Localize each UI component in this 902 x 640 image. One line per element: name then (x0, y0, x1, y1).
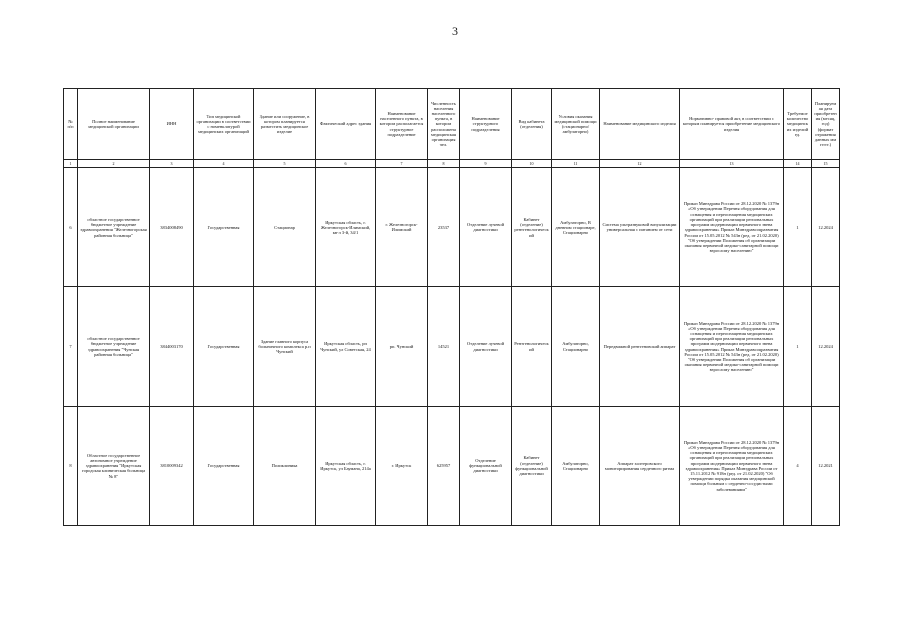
header-cell: Численность населения населенного пункта, в котором расположена медицинская организация чел. (428, 89, 460, 160)
organization-name: областное государственное бюджетное учреждение здравоохранения "Железногорская районная больница" (78, 168, 150, 287)
device-name: Система ультразвуковой визуализации универсальная с питанием от сети (600, 168, 680, 287)
settlement: г. Железногорск-Илимский (376, 168, 428, 287)
settlement: г. Иркутск (376, 406, 428, 525)
medical-equipment-table (63, 88, 840, 526)
index-cell: 2 (78, 160, 150, 168)
population: 14521 (428, 287, 460, 406)
index-cell: 1 (64, 160, 78, 168)
header-cell: Планируемая дата приобретения (месяц, год) (формат отражения данных мм ггггг.) (812, 89, 840, 160)
index-cell: 3 (150, 160, 194, 168)
purchase-date: 12.2021 (812, 406, 840, 525)
organization-type: Государственная (194, 168, 254, 287)
organization-name: областное государственное бюджетное учреждение здравоохранения "Чунская районная больница" (78, 287, 150, 406)
index-cell: 11 (552, 160, 600, 168)
row-number: 7 (64, 287, 78, 406)
header-cell: Наименование структурного подразделения (460, 89, 512, 160)
column-index-row (64, 160, 840, 168)
legal-act: Приказ Минздрава России от 28.12.2020 № 1379н «Об утверждении Перечня оборудования для оснащения и переоснащения медицинских организаций при реализации региональных программ модернизации первичного звена здравоохранения» Приказ Минздравсоцразвития России от 15.05.2012 № 543н (ред. от 21.02.2020) "Об утверждении Положения об организации оказания первичной медико-санитарной помощи взрослому населению" (680, 287, 784, 406)
header-cell: ИНН (150, 89, 194, 160)
purchase-date: 12.2024 (812, 168, 840, 287)
building: Поликлиника (254, 406, 316, 525)
address: Иркутская область, г. Железногорск-Илимский, кв-л 3-й, 34/1 (316, 168, 376, 287)
device-name: Передвижной рентгеновский аппарат (600, 287, 680, 406)
quantity: 1 (784, 287, 812, 406)
organization-type: Государственная (194, 287, 254, 406)
index-cell: 4 (194, 160, 254, 168)
purchase-date: 12.2024 (812, 287, 840, 406)
header-cell: Тип медицинской организации в соответствии с номенклатурой медицинских организаций (194, 89, 254, 160)
building: Здание главного корпуса больничного комплекса р.п Чунский (254, 287, 316, 406)
cabinet-type: Кабинет (отделение) рентгенологический (512, 168, 552, 287)
legal-act: Приказ Минздрава России от 28.12.2020 № 1379н «Об утверждении Перечня оборудования для оснащения и переоснащения медицинских организаций при реализации региональных программ модернизации первичного звена здравоохранения» Приказ Минздрава России от 15.11.2012 № 918н (ред. от 21.02.2020) "Об утверждении порядка оказания медицинской помощи больным с сердечно-сосудистыми заболеваниями" (680, 406, 784, 525)
table-header-row (64, 89, 840, 160)
department: Отделение лучевой диагностики (460, 168, 512, 287)
care-conditions: Амбулаторно, В дневном стационаре, Стационарно (552, 168, 600, 287)
header-cell: Фактический адрес здания (316, 89, 376, 160)
department: Отделение лучевой диагностики (460, 287, 512, 406)
header-cell: Наименование населенного пункта, в котором располагается структурное подразделение (376, 89, 428, 160)
inn: 3834008490 (150, 168, 194, 287)
table-row (64, 287, 840, 406)
population: 23537 (428, 168, 460, 287)
organization-type: Государственная (194, 406, 254, 525)
index-cell: 10 (512, 160, 552, 168)
inn: 3844003170 (150, 287, 194, 406)
cabinet-type: Рентгенологический (512, 287, 552, 406)
table-row (64, 168, 840, 287)
index-cell: 14 (784, 160, 812, 168)
table-row (64, 406, 840, 525)
population: 625957 (428, 406, 460, 525)
index-cell: 13 (680, 160, 784, 168)
row-number: 6 (64, 168, 78, 287)
header-cell: № п/п (64, 89, 78, 160)
page-number: 3 (452, 24, 458, 38)
index-cell: 5 (254, 160, 316, 168)
settlement: рп. Чунский (376, 287, 428, 406)
address: Иркутская область, рп Чунский, ул Советская, 24 (316, 287, 376, 406)
cabinet-type: Кабинет (отделение) функциональной диагностики (512, 406, 552, 525)
index-cell: 12 (600, 160, 680, 168)
index-cell: 6 (316, 160, 376, 168)
index-cell: 9 (460, 160, 512, 168)
header-cell: Полное наименование медицинской организации (78, 89, 150, 160)
building: Стационар (254, 168, 316, 287)
quantity: 1 (784, 168, 812, 287)
care-conditions: Амбулаторно, Стационарно (552, 406, 600, 525)
legal-act: Приказ Минздрава России от 28.12.2020 № 1379н «Об утверждении Перечня оборудования для оснащения и переоснащения медицинских организаций при реализации региональных программ модернизации первичного звена здравоохранения» Приказ Минздравсоцразвития России от 15.05.2012 № 543н (ред. от 21.02.2020) "Об утверждении Положения об организации оказания первичной медико-санитарной помощи взрослому населению" (680, 168, 784, 287)
inn: 3810009342 (150, 406, 194, 525)
header-cell: Здание или сооружение, в котором планируется разместить медицинское изделие (254, 89, 316, 160)
device-name: Аппарат холтеровского мониторирования сердечного ритма (600, 406, 680, 525)
index-cell: 15 (812, 160, 840, 168)
address: Иркутская область, г. Иркутск, ул Баумана, 214а (316, 406, 376, 525)
header-cell: Вид кабинета (отделения) (512, 89, 552, 160)
row-number: 8 (64, 406, 78, 525)
organization-name: Областное государственное автономное учреждение здравоохранения "Иркутская городская клиническая больница № 8" (78, 406, 150, 525)
department: Отделение функциональной диагностики (460, 406, 512, 525)
header-cell: Нормативно- правовой акт, в соответствии с которым планируется приобретение медицинского изделия (680, 89, 784, 160)
index-cell: 7 (376, 160, 428, 168)
care-conditions: Амбулаторно, Стационарно (552, 287, 600, 406)
header-cell: Условия оказания медицинской помощи (стационарно/амбулаторно) (552, 89, 600, 160)
header-cell: Требуемое количество медицинских изделий ед. (784, 89, 812, 160)
quantity: 4 (784, 406, 812, 525)
header-cell: Наименование медицинского изделия (600, 89, 680, 160)
index-cell: 8 (428, 160, 460, 168)
